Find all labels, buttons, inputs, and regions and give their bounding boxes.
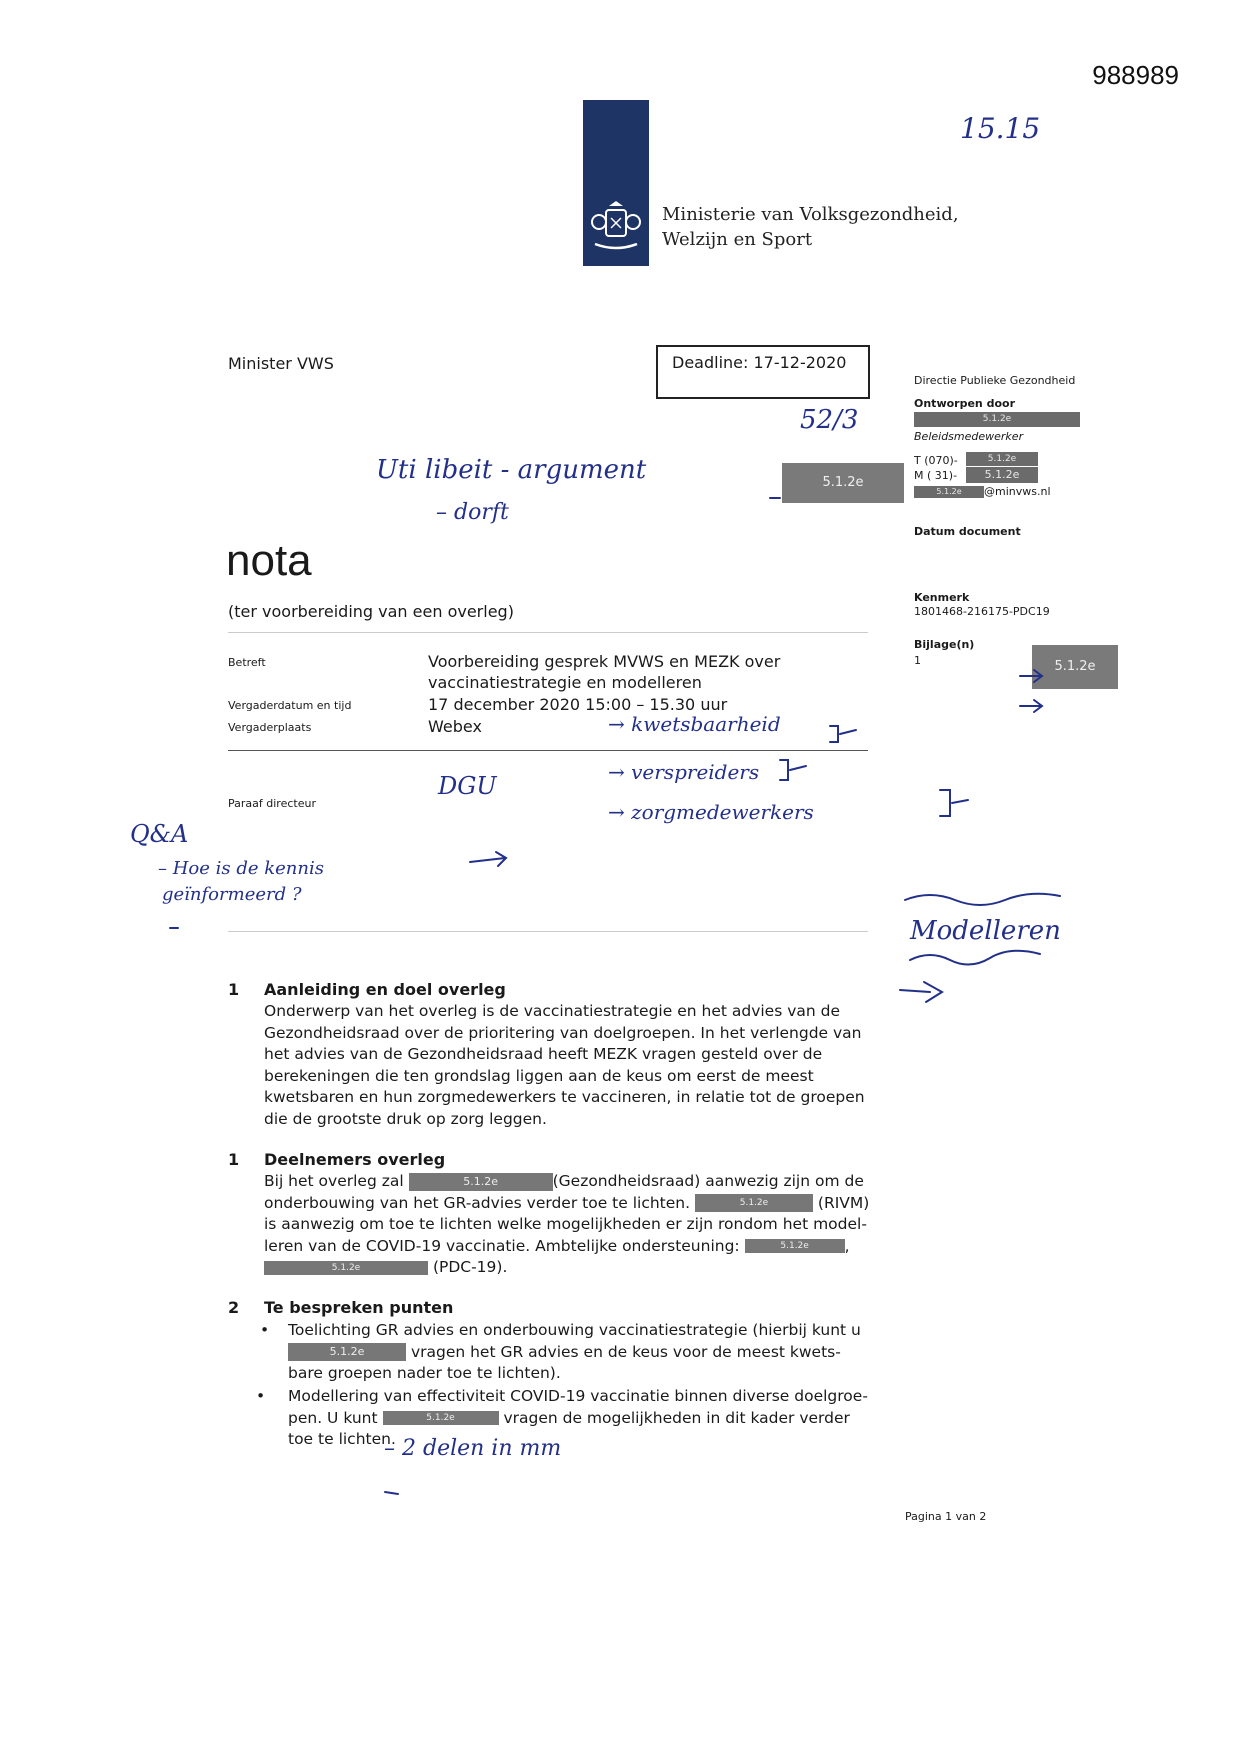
section-number: 2 [228, 1298, 240, 1317]
redaction: 5.1.2e [782, 463, 904, 503]
initial-label: Paraaf directeur [228, 797, 316, 810]
handwritten-arrow-note: → verspreiders [608, 760, 760, 784]
handwritten-arrow-note: → kwetsbaarheid [608, 712, 781, 736]
section-body: Bij het overleg zal 5.1.2e (Gezondheidsraad) aanwezig zijn om de onderbouwing van het GR-advies verder toe te lichten. 5.1.2e (RIVM) is aanwezig om toe te lichten welke mogelijkheden er zijn rondom het model- leren van de COVID-19 vaccinatie. Ambtelijke ondersteuning: 5.1.2e , 5.1.2e (PDC-19). [264, 1171, 884, 1279]
text: Bij het overleg zal [264, 1172, 404, 1190]
redaction: 5.1.2e [695, 1194, 813, 1212]
handwritten-ref: 52/3 [800, 405, 859, 435]
section-title: Te bespreken punten [264, 1298, 454, 1317]
section-number: 1 [228, 1150, 240, 1169]
section-number: 1 [228, 980, 240, 999]
text: Toelichting GR advies en onderbouwing vaccinatiestrategie (hierbij kunt u [288, 1321, 861, 1339]
document-title: nota [226, 536, 312, 585]
handwritten-note: Uti libeit - argument [376, 455, 647, 485]
handwritten-qa: geïnformeerd ? [162, 884, 302, 905]
directorate: Directie Publieke Gezondheid [914, 374, 1076, 387]
ref-label: Kenmerk [914, 591, 970, 604]
bullet-dot: • [256, 1387, 266, 1405]
text: (Gezondheidsraad) aanwezig zijn om de [552, 1172, 864, 1190]
place-label: Vergaderplaats [228, 721, 312, 734]
handwritten-note: – 2 delen in mm [384, 1436, 562, 1461]
handwritten-qa: – Hoe is de kennis [158, 858, 324, 879]
phone-m: M ( 31)- [914, 469, 958, 482]
designed-by-label: Ontworpen door [914, 397, 1015, 410]
subject-line1: Voorbereiding gesprek MVWS en MEZK over [428, 652, 781, 671]
email-suffix: @minvws.nl [984, 485, 1051, 498]
section-body: Onderwerp van het overleg is de vaccinatiestrategie en het advies van de Gezondheidsraad over de prioritering van doelgroepen. In het verlengde van het advies van de Gezondheidsraad heeft MEZK vragen gesteld over de berekeningen die ten grondslag liggen aan de keus om eerst de meest kwetsbaren en hun zorgmedewerkers te vaccineren, in relatie tot de groepen die de grootste druk op zorg leggen. [264, 1002, 865, 1128]
subject-label: Betreft [228, 656, 266, 669]
handwritten-model: Modelleren [910, 916, 1061, 946]
bullet-dot: • [260, 1321, 270, 1339]
datetime-label: Vergaderdatum en tijd [228, 699, 352, 712]
ministry-name-line2: Welzijn en Sport [662, 229, 813, 250]
text: (RIVM) [817, 1193, 870, 1212]
document-id: 988989 [1092, 60, 1179, 90]
text: bare groepen nader toe te lichten). [288, 1364, 561, 1382]
redaction: 5.1.2e [914, 486, 984, 498]
text: vragen de mogelijkheden in dit kader verder [503, 1408, 850, 1427]
redaction: 5.1.2e [383, 1411, 499, 1425]
deadline-box: Deadline: 17-12-2020 [656, 345, 870, 399]
page-number: Pagina 1 van 2 [905, 1510, 987, 1523]
redaction: 5.1.2e [288, 1343, 406, 1361]
text: leren van de COVID-19 vaccinatie. Ambtelijke ondersteuning: [264, 1236, 740, 1255]
text: toe te lichten. [288, 1430, 396, 1448]
text: pen. U kunt [288, 1408, 378, 1427]
redaction: 5.1.2e [1032, 645, 1118, 689]
document-subtitle: (ter voorbereiding van een overleg) [228, 602, 514, 621]
attachment-label: Bijlage(n) [914, 638, 975, 651]
text: onderbouwing van het GR-advies verder toe te lichten. [264, 1193, 691, 1212]
subject-line2: vaccinatiestrategie en modelleren [428, 673, 702, 692]
redaction: 5.1.2e [914, 412, 1080, 427]
role: Beleidsmedewerker [914, 430, 1024, 443]
handwritten-note: – dorft [436, 500, 509, 525]
text: Modellering van effectiviteit COVID-19 vaccinatie binnen diverse doelgroe- [288, 1387, 868, 1405]
redaction: 5.1.2e [409, 1173, 553, 1191]
text: is aanwezig om toe te lichten welke mogelijkheden er zijn rondom het model- [264, 1215, 867, 1233]
ministry-name-line1: Ministerie van Volksgezondheid, [662, 204, 959, 225]
redaction: 5.1.2e [966, 452, 1038, 466]
phone-t: T (070)- [914, 454, 958, 467]
addressee: Minister VWS [228, 354, 334, 373]
section-title: Deelnemers overleg [264, 1150, 446, 1169]
place-value: Webex [428, 717, 482, 736]
attachment-value: 1 [914, 654, 921, 667]
datetime-value: 17 december 2020 15:00 – 15.30 uur [428, 695, 728, 714]
section-title: Aanleiding en doel overleg [264, 980, 506, 999]
redaction: 5.1.2e [264, 1261, 428, 1275]
handwritten-qa: Q&A [130, 820, 189, 848]
redaction: 5.1.2e [745, 1239, 845, 1253]
date-label: Datum document [914, 525, 1021, 538]
handwritten-time: 15.15 [960, 112, 1041, 145]
handwritten-dgu: DGU [438, 772, 497, 800]
redaction: 5.1.2e [966, 467, 1038, 483]
text: vragen het GR advies en de keus voor de meest kwets- [410, 1342, 841, 1361]
handwritten-arrow-note: → zorgmedewerkers [608, 800, 814, 824]
text: (PDC-19). [432, 1258, 508, 1276]
ref-value: 1801468-216175-PDC19 [914, 605, 1050, 618]
